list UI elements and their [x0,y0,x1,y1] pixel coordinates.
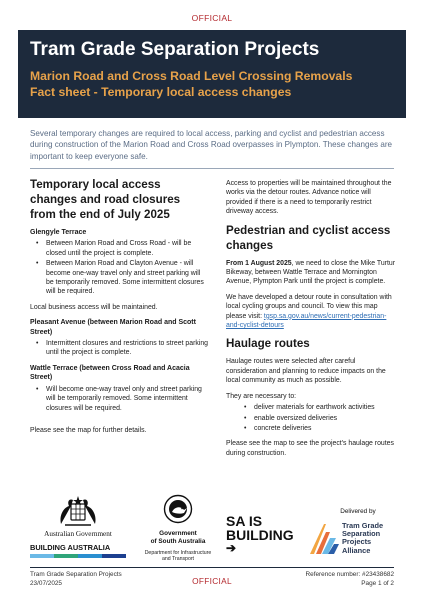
footer-project-name: Tram Grade Separation Projects [30,571,122,578]
property-access-paragraph: Access to properties will be maintained throughout the works via the detour routes. Advance notice will provided if there is a need to temporarily restrict driveway access. [226,180,392,216]
alliance-mark-icon [308,522,340,556]
alliance-line-1: Tram Grade [342,521,384,530]
delivered-by-label: Delivered by [340,508,376,515]
haulage-paragraph: Haulage routes were selected after careful consideration and planning to reduce impacts on the local community as much as possible. [226,358,386,385]
haulage-list [238,403,398,433]
ag-program: BUILDING AUSTRALIA [30,543,111,552]
alliance-line-3: Projects [342,537,372,547]
footer-divider [30,567,394,568]
alliance-line-2: Separation [342,529,381,539]
detour-paragraph [226,293,398,331]
closures-heading: Temporary local access changes and road closures from the end of July 2025 [30,178,181,221]
sa-government-name [128,530,228,545]
list-item: • concrete deliveries [238,424,398,433]
sa-building-line-2: BUILDING [226,527,294,543]
arrow-right-icon: ➔ [226,541,237,555]
detour-map-link[interactable]: tgsp.sa.gov.au/news/current-pedestrian-and-cyclist-detours [226,312,387,330]
page-subtitle [30,68,396,100]
australian-government-logo [30,494,126,558]
alliance-line-4: Alliance [342,545,371,555]
reference-number: Reference number: #23438682 [305,571,394,578]
footer-date: 23/07/2025 [30,579,62,587]
list-item: • deliver materials for earthwork activities [238,403,398,412]
page-number: Page 1 of 2 [361,579,394,587]
haulage-necessary-text: They are necessary to: [226,392,297,400]
title-banner [18,30,406,118]
piping-shrike-seal-icon [163,494,193,524]
program-color-stripe [30,554,126,558]
sa-dept-line-2: and Transport [161,556,194,563]
section-divider [30,168,394,169]
left-column [30,177,208,441]
business-access-note: Local business access will be maintained. [30,303,158,311]
list-item: • Between Marion Road and Cross Road - will be closed until the project is complete. [30,239,208,258]
wattle-list [30,385,208,413]
south-australia-government-logo [128,494,228,562]
list-item: • Between Marion Road and Clayton Avenue - will become one-way travel only and street parking will be temporarily removed. Some intermittent closures will be required. [30,259,208,297]
pleasant-heading: Pleasant Avenue (between Marion Road and Scott Street) [30,319,196,336]
footer-right [306,571,394,588]
glengyle-heading: Glengyle Terrace [30,229,87,236]
pleasant-list [30,339,208,358]
right-column [226,179,398,464]
bikeway-closure-paragraph [226,259,398,287]
bikeway-closure-date: From 1 August 2025 [226,259,292,267]
classification-footer: OFFICIAL [192,576,232,586]
haulage-heading: Haulage routes [226,337,310,351]
subtitle-line-2: Fact sheet - Temporary local access changes [30,85,292,99]
sa-name-line-2: of South Australia [150,537,206,545]
pedestrian-cyclist-heading: Pedestrian and cyclist access changes [226,223,391,252]
subtitle-line-1: Marion Road and Cross Road Level Crossing Removals [30,69,353,83]
list-item: • Intermittent closures and restrictions to street parking until the project is complete. [30,339,208,358]
bikeway-closure-text: , we need to close the Mike Turtur Bikeway, between Wattle Terrace and Mornington Avenue, Plympton Park until the project is complete. [226,259,396,286]
detour-text: We have developed a detour route in consultation with local cycling groups and council. To view this map please visit: [226,293,392,320]
map-note: Please see the map for further details. [30,426,147,434]
alliance-name [342,522,383,555]
partner-logos [18,494,408,566]
intro-paragraph: Several temporary changes are required to local access, parking and cyclist and pedestrian access during construction of the Marion Road and Cross Road overpasses in Plympton. These changes are important to keep everyone safe. [30,129,393,161]
haulage-map-note: Please see the map to see the project's haulage routes during construction. [226,440,394,457]
sa-is-building-logo [226,514,296,555]
list-item: • enable oversized deliveries [238,414,398,423]
list-item: • Will become one-way travel only and street parking will be temporarily removed. Some intermittent closures will be required. [30,385,208,413]
sa-name-line-1: Government [159,530,197,537]
delivered-by-logo [308,508,408,560]
classification-header: OFFICIAL [191,13,233,23]
alliance-row [308,520,408,560]
ag-name: Australian Government [44,530,112,538]
sa-department-name [128,550,228,562]
glengyle-list [30,239,208,296]
wattle-heading: Wattle Terrace (between Cross Road and Acacia Street) [30,364,190,382]
sa-dept-line-1: Department for Infrastructure [144,550,212,556]
coat-of-arms-icon [55,494,101,528]
page-title: Tram Grade Separation Projects [30,39,320,60]
sa-building-line-1: SA IS [226,513,263,529]
